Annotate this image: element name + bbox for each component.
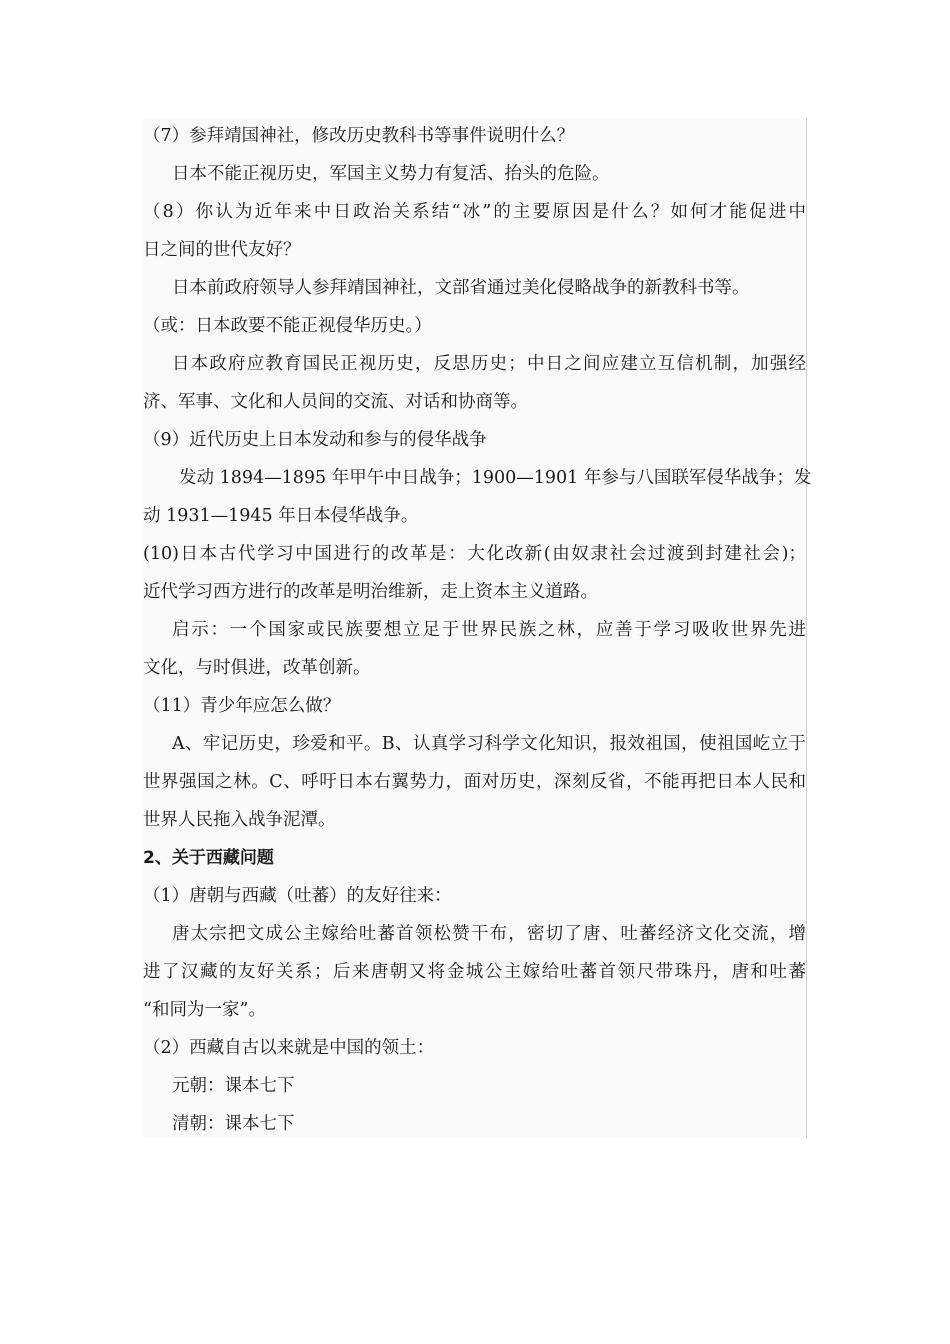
insight-line1: 启示：一个国家或民族要想立足于世界民族之林，应善于学习吸收世界先进 — [172, 620, 806, 640]
answer-11-line2: 世界强国之林。C、呼吁日本右翼势力，面对历史，深刻反省，不能再把日本人民和 — [143, 772, 806, 792]
tibet-answer-1-line1: 唐太宗把文成公主嫁给吐蕃首领松赞干布，密切了唐、吐蕃经济文化交流，增 — [172, 924, 806, 944]
question-7: （7）参拜靖国神社，修改历史教科书等事件说明什么？ — [143, 126, 575, 146]
tibet-yuan-dynasty: 元朝：课本七下 — [172, 1076, 295, 1096]
question-9: （9）近代历史上日本发动和参与的侵华战争 — [143, 430, 487, 450]
document-text-block — [143, 118, 812, 1138]
answer-11-line1: A、牢记历史，珍爱和平。B、认真学习科学文化知识，报效祖国，使祖国屹立于 — [172, 734, 806, 754]
answer-8-part2-line2: 济、军事、文化和人员间的交流、对话和协商等。 — [143, 392, 528, 412]
tibet-question-2: （2）西藏自古以来就是中国的领土： — [143, 1038, 435, 1058]
tibet-answer-1-line3: “和同为一家”。 — [143, 1000, 266, 1020]
question-10-line1: (10)日本古代学习中国进行的改革是：大化改新(由奴隶社会过渡到封建社会)； — [143, 544, 806, 564]
section-heading-tibet: 2、关于西藏问题 — [143, 848, 274, 868]
question-8-line2: 日之间的世代友好？ — [143, 240, 301, 260]
answer-9-line1: 发动 1894—1895 年甲午中日战争；1900—1901 年参与八国联军侵华战争；发 — [179, 468, 812, 488]
answer-7: 日本不能正视历史，军国主义势力有复活、抬头的危险。 — [172, 164, 610, 184]
answer-8-part2-line1: 日本政府应教育国民正视历史，反思历史；中日之间应建立互信机制，加强经 — [172, 354, 806, 374]
question-8-line1: （8）你认为近年来中日政治关系结“冰”的主要原因是什么？如何才能促进中 — [143, 202, 806, 222]
tibet-qing-dynasty: 清朝：课本七下 — [172, 1114, 295, 1134]
answer-8-part1: 日本前政府领导人参拜靖国神社，文部省通过美化侵略战争的新教科书等。 — [172, 278, 750, 298]
insight-line2: 文化，与时俱进，改革创新。 — [143, 658, 371, 678]
answer-8-note: （或：日本政要不能正视侵华历史。） — [143, 316, 432, 336]
answer-9-line2: 动 1931—1945 年日本侵华战争。 — [143, 506, 419, 526]
tibet-answer-1-line2: 进了汉藏的友好关系；后来唐朝又将金城公主嫁给吐蕃首领尺带珠丹，唐和吐蕃 — [143, 962, 806, 982]
answer-11-line3: 世界人民拖入战争泥潭。 — [143, 810, 336, 830]
question-11: （11）青少年应怎么做？ — [143, 696, 341, 716]
tibet-question-1: （1）唐朝与西藏（吐蕃）的友好往来： — [143, 886, 452, 906]
question-10-line2: 近代学习西方进行的改革是明治维新，走上资本主义道路。 — [143, 582, 598, 602]
